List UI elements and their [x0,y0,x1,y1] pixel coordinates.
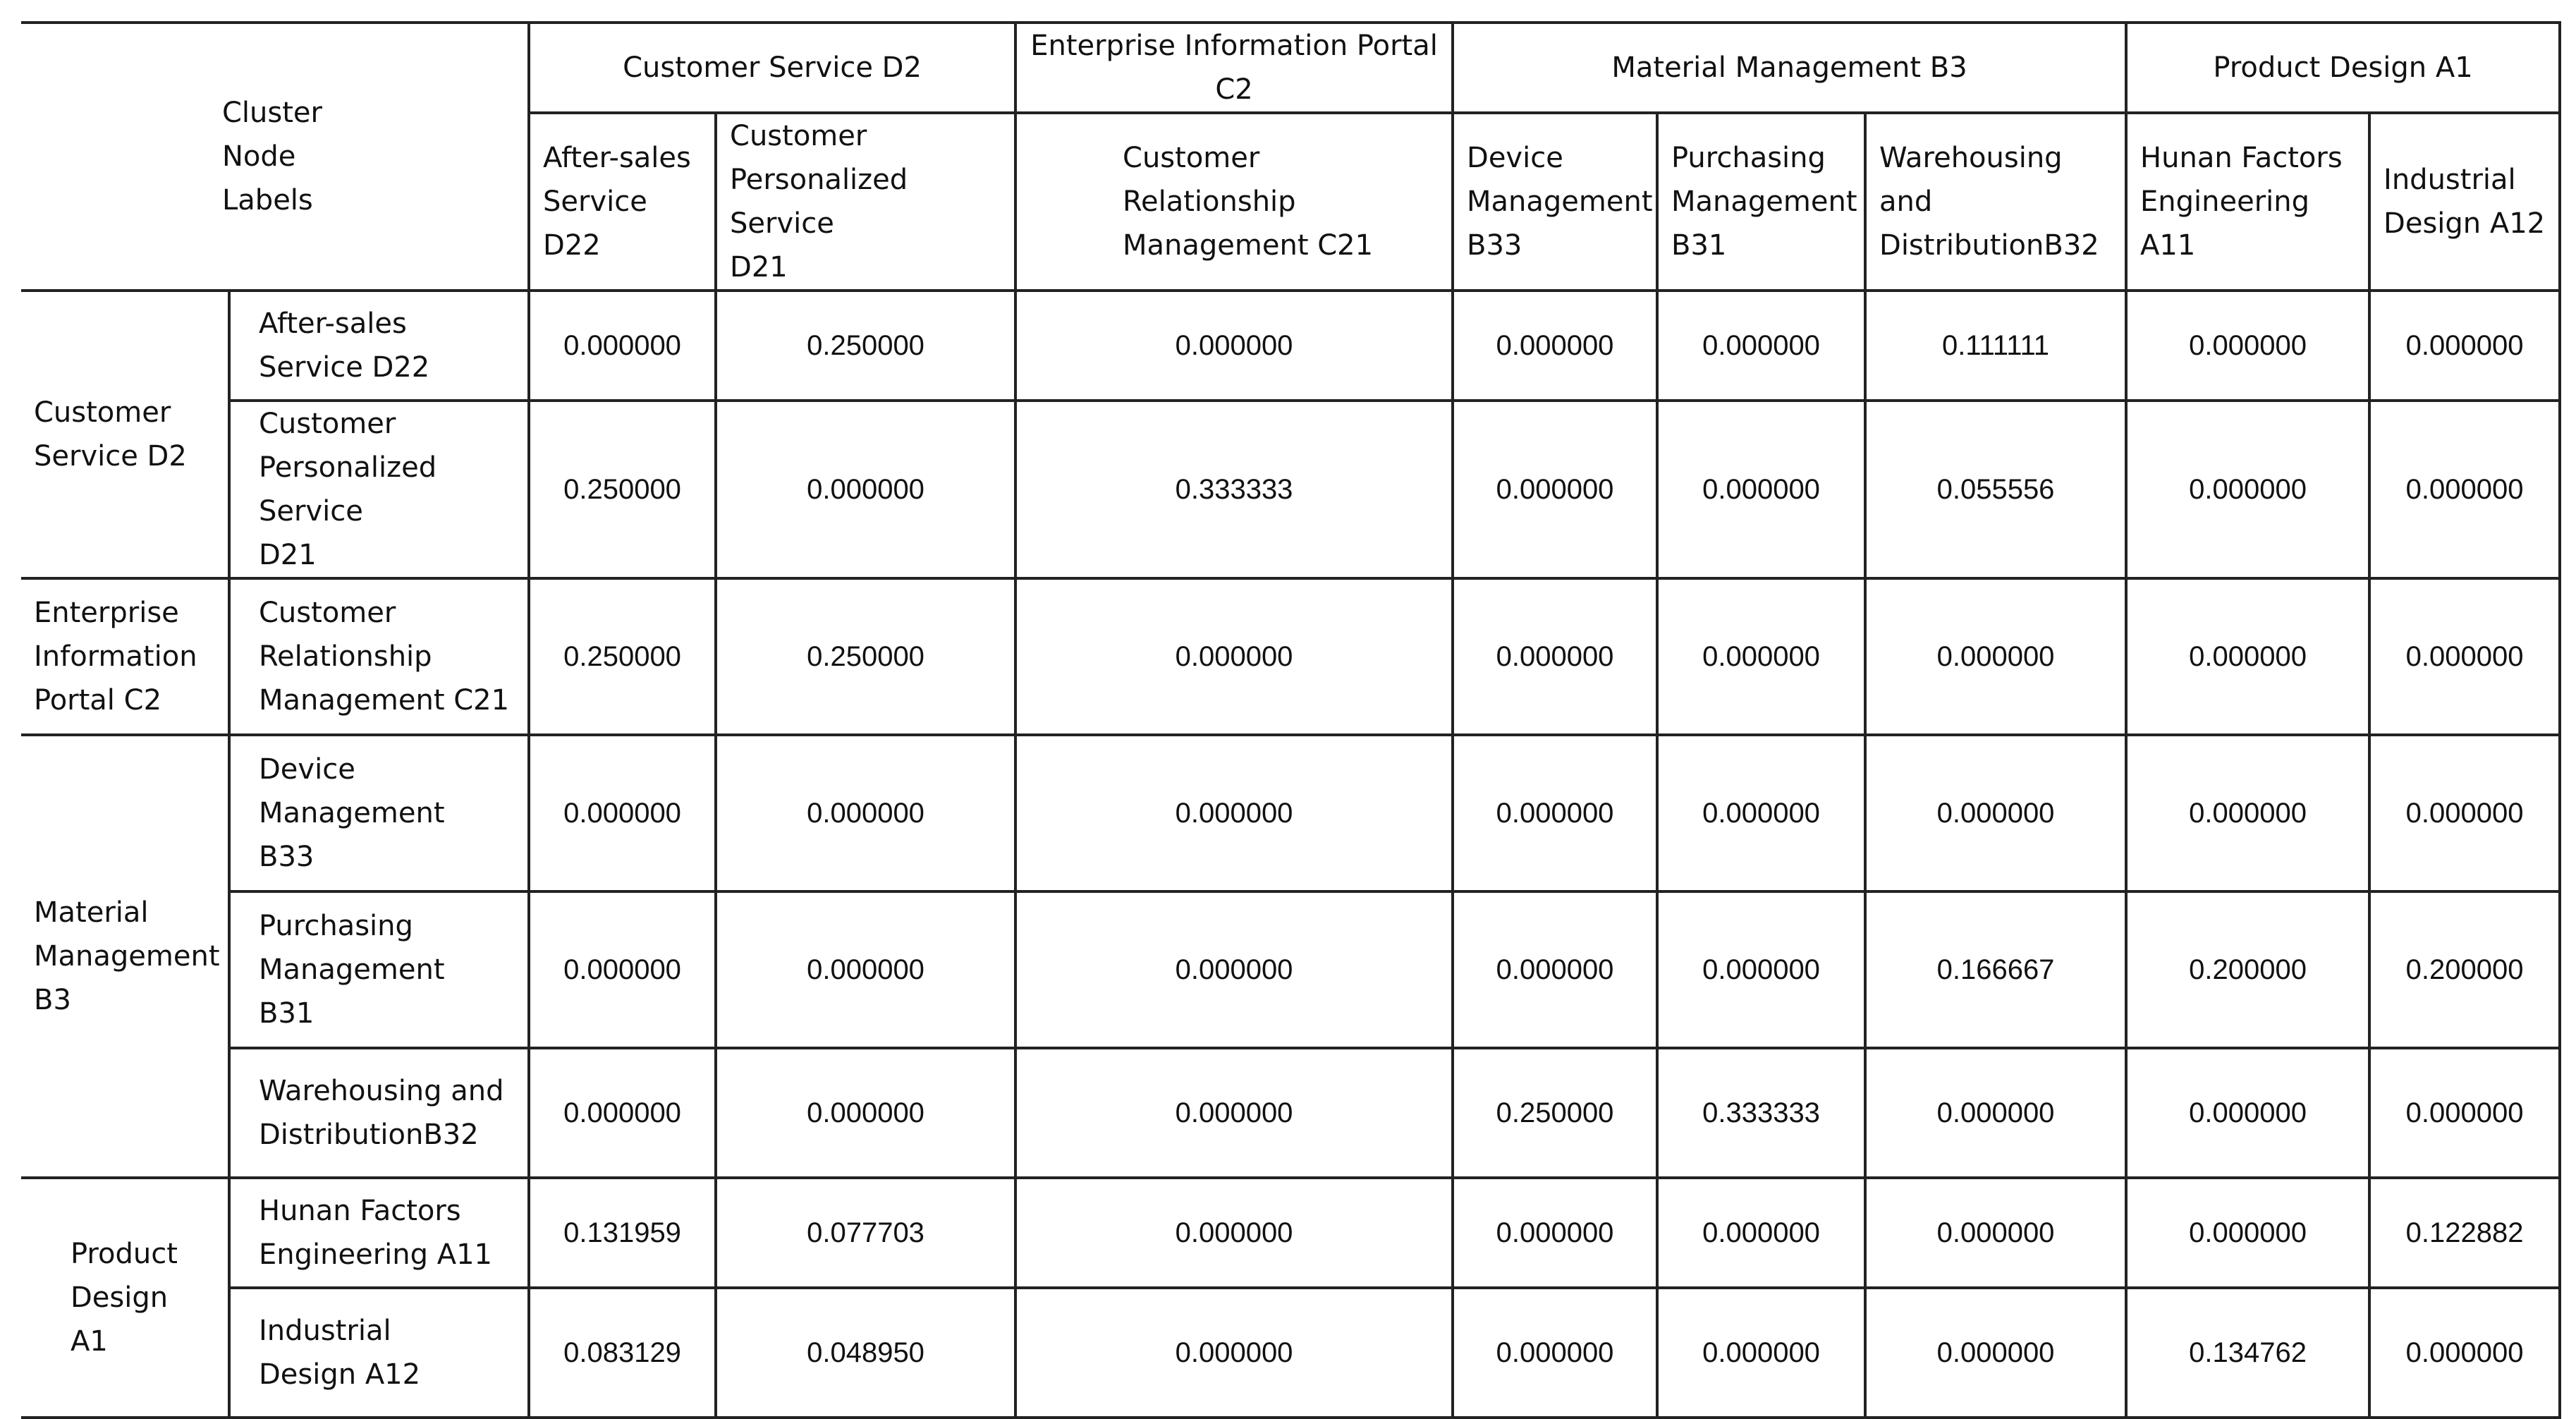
row-label-line: Purchasing [259,910,413,942]
table-cell: 0.000000 [2126,291,2369,401]
column-header-purchasing-management [1657,113,1865,291]
column-header-warehousing [1865,113,2126,291]
table-cell: 0.000000 [1657,735,1865,891]
column-header-line: D21 [730,251,788,284]
row-group-line: Enterprise [34,597,179,629]
row-label-warehousing [229,1048,529,1178]
column-header-line: B31 [1671,229,1727,262]
table-cell: 0.000000 [1865,735,2126,891]
table-cell: 0.122882 [2369,1178,2560,1288]
column-header-line: Design A12 [2383,207,2546,240]
table-row [21,291,2560,401]
row-group-enterprise-portal [21,578,229,735]
column-header-personalized-service [716,113,1015,291]
table-cell: 0.000000 [1453,401,1657,578]
table-cell: 0.250000 [716,291,1015,401]
table-cell: 0.000000 [1865,1048,2126,1178]
row-label-line: Device [259,753,355,786]
table-cell: 0.000000 [1015,1048,1453,1178]
table-cell: 0.000000 [2369,578,2560,735]
corner-label-cluster: Cluster [222,97,322,129]
table-cell: 0.000000 [2126,1048,2369,1178]
row-label-line: Customer [259,597,396,629]
table-cell: 0.000000 [1657,578,1865,735]
row-label-line: D21 [259,539,317,571]
table-row [21,891,2560,1048]
table-cell: 0.000000 [1865,1288,2126,1418]
column-header-line: Industrial [2383,164,2516,196]
column-group-customer-service: Customer Service D2 [529,23,1015,113]
column-header-line: Customer [1123,142,1260,174]
table-cell: 0.000000 [1453,291,1657,401]
table-cell: 0.333333 [1015,401,1453,578]
column-group-product-design: Product Design A1 [2126,23,2560,113]
table-cell: 0.333333 [1657,1048,1865,1178]
column-group-material-management: Material Management B3 [1453,23,2126,113]
weighted-supermatrix-table [21,21,2561,1419]
table-row [21,401,2560,578]
corner-label-labels: Labels [222,184,313,217]
row-group-line: Product [71,1238,178,1270]
row-label-line: Management [259,797,445,829]
row-label-line: Customer [259,408,396,440]
table-cell: 0.166667 [1865,891,2126,1048]
row-group-line: Design [71,1281,169,1314]
column-header-line: Engineering A11 [2140,185,2310,262]
table-cell: 0.000000 [1657,1178,1865,1288]
column-header-line: Customer [730,120,867,152]
table-cell: 0.000000 [1453,1288,1657,1418]
table-cell: 0.000000 [716,1048,1015,1178]
column-header-line: Hunan Factors [2140,142,2343,174]
row-label-human-factors [229,1178,529,1288]
row-group-line: B3 [34,984,71,1016]
row-group-line: Service D2 [34,440,187,473]
column-header-line: B33 [1467,229,1522,262]
row-label-device-management [229,735,529,891]
table-cell: 0.000000 [529,1048,716,1178]
column-header-line: After-sales [543,142,691,174]
table-cell: 0.048950 [716,1288,1015,1418]
column-header-line: Service D22 [543,185,647,262]
table-cell: 0.077703 [716,1178,1015,1288]
table-cell: 0.000000 [529,735,716,891]
column-header-line: Relationship [1123,185,1296,218]
table-cell: 0.000000 [716,735,1015,891]
table-cell: 0.000000 [1015,1178,1453,1288]
matrix-page [21,21,2560,1391]
table-row [21,1048,2560,1178]
table-cell: 0.000000 [2126,578,2369,735]
row-label-line: Industrial [259,1315,391,1347]
row-label-line: Management C21 [259,684,510,717]
table-cell: 0.000000 [2369,291,2560,401]
table-cell: 0.000000 [1015,291,1453,401]
row-group-customer-service [21,291,229,578]
table-cell: 0.000000 [1015,1288,1453,1418]
column-group-header-row [21,23,2560,113]
table-cell: 0.000000 [2369,1048,2560,1178]
row-label-line: Service D22 [259,351,430,384]
column-group-enterprise-portal: Enterprise Information Portal C2 [1015,23,1453,113]
table-cell: 0.250000 [1453,1048,1657,1178]
table-cell: 0.055556 [1865,401,2126,578]
column-header-industrial-design [2369,113,2560,291]
row-label-line: B33 [259,841,315,873]
corner-cluster-node-labels [21,23,529,291]
table-cell: 0.000000 [1015,735,1453,891]
table-cell: 0.000000 [2369,735,2560,891]
table-cell: 0.083129 [529,1288,716,1418]
column-header-line: Purchasing [1671,142,1826,174]
row-label-line: Engineering A11 [259,1238,492,1271]
row-label-line: B31 [259,997,315,1030]
table-cell: 0.000000 [1657,1288,1865,1418]
table-cell: 0.200000 [2369,891,2560,1048]
table-cell: 0.000000 [1453,1178,1657,1288]
column-header-after-sales [529,113,716,291]
row-group-material-management [21,735,229,1178]
row-label-industrial-design [229,1288,529,1418]
row-label-line: Hunan Factors [259,1195,461,1227]
row-label-after-sales [229,291,529,401]
table-cell: 0.000000 [2126,1178,2369,1288]
column-header-line: Warehousing and [1879,142,2063,218]
row-label-line: Relationship [259,640,432,673]
row-group-line: Material [34,896,149,929]
row-label-line: Design A12 [259,1358,421,1391]
table-cell: 0.000000 [2369,401,2560,578]
row-group-product-design [21,1178,229,1418]
table-cell: 0.131959 [529,1178,716,1288]
row-label-crm [229,578,529,735]
row-group-line: Portal C2 [34,684,162,717]
column-header-line: Management [1467,185,1653,218]
table-cell: 0.000000 [1453,578,1657,735]
corner-label-node: Node [222,140,296,173]
row-group-line: Management [34,940,220,973]
row-label-line: After-sales [259,307,407,340]
column-header-line: Personalized Service [730,164,908,240]
table-cell: 0.111111 [1865,291,2126,401]
table-cell: 0.000000 [716,891,1015,1048]
row-group-line: A1 [71,1325,108,1358]
row-label-line: Personalized Service [259,451,437,528]
row-label-line: Warehousing and [259,1075,504,1107]
table-cell: 0.000000 [716,401,1015,578]
table-cell: 0.000000 [1453,891,1657,1048]
table-cell: 0.000000 [2126,401,2369,578]
table-row [21,1288,2560,1418]
table-cell: 0.000000 [1015,578,1453,735]
column-header-line: Device [1467,142,1563,174]
table-cell: 0.000000 [529,891,716,1048]
row-group-line: Customer [34,396,171,429]
table-cell: 0.000000 [1657,291,1865,401]
table-cell: 0.000000 [1015,891,1453,1048]
table-row [21,578,2560,735]
table-row [21,735,2560,891]
table-cell: 0.134762 [2126,1288,2369,1418]
column-header-line: DistributionB32 [1879,229,2099,262]
table-cell: 0.250000 [716,578,1015,735]
column-header-line: Management [1671,185,1857,218]
table-cell: 0.000000 [2369,1288,2560,1418]
table-cell: 0.000000 [2126,735,2369,891]
table-cell: 0.000000 [1657,891,1865,1048]
column-header-device-management [1453,113,1657,291]
column-header-crm [1015,113,1453,291]
row-label-line: DistributionB32 [259,1119,479,1151]
table-cell: 0.000000 [1453,735,1657,891]
table-cell: 0.000000 [1657,401,1865,578]
column-header-human-factors [2126,113,2369,291]
row-label-line: Management [259,954,445,986]
table-cell: 0.000000 [1865,578,2126,735]
row-group-line: Information [34,640,197,673]
table-row [21,1178,2560,1288]
table-cell: 0.000000 [529,291,716,401]
row-label-personalized-service [229,401,529,578]
table-cell: 0.200000 [2126,891,2369,1048]
table-cell: 0.000000 [1865,1178,2126,1288]
table-cell: 0.250000 [529,578,716,735]
column-header-line: Management C21 [1123,229,1374,262]
row-label-purchasing-management [229,891,529,1048]
table-cell: 0.250000 [529,401,716,578]
